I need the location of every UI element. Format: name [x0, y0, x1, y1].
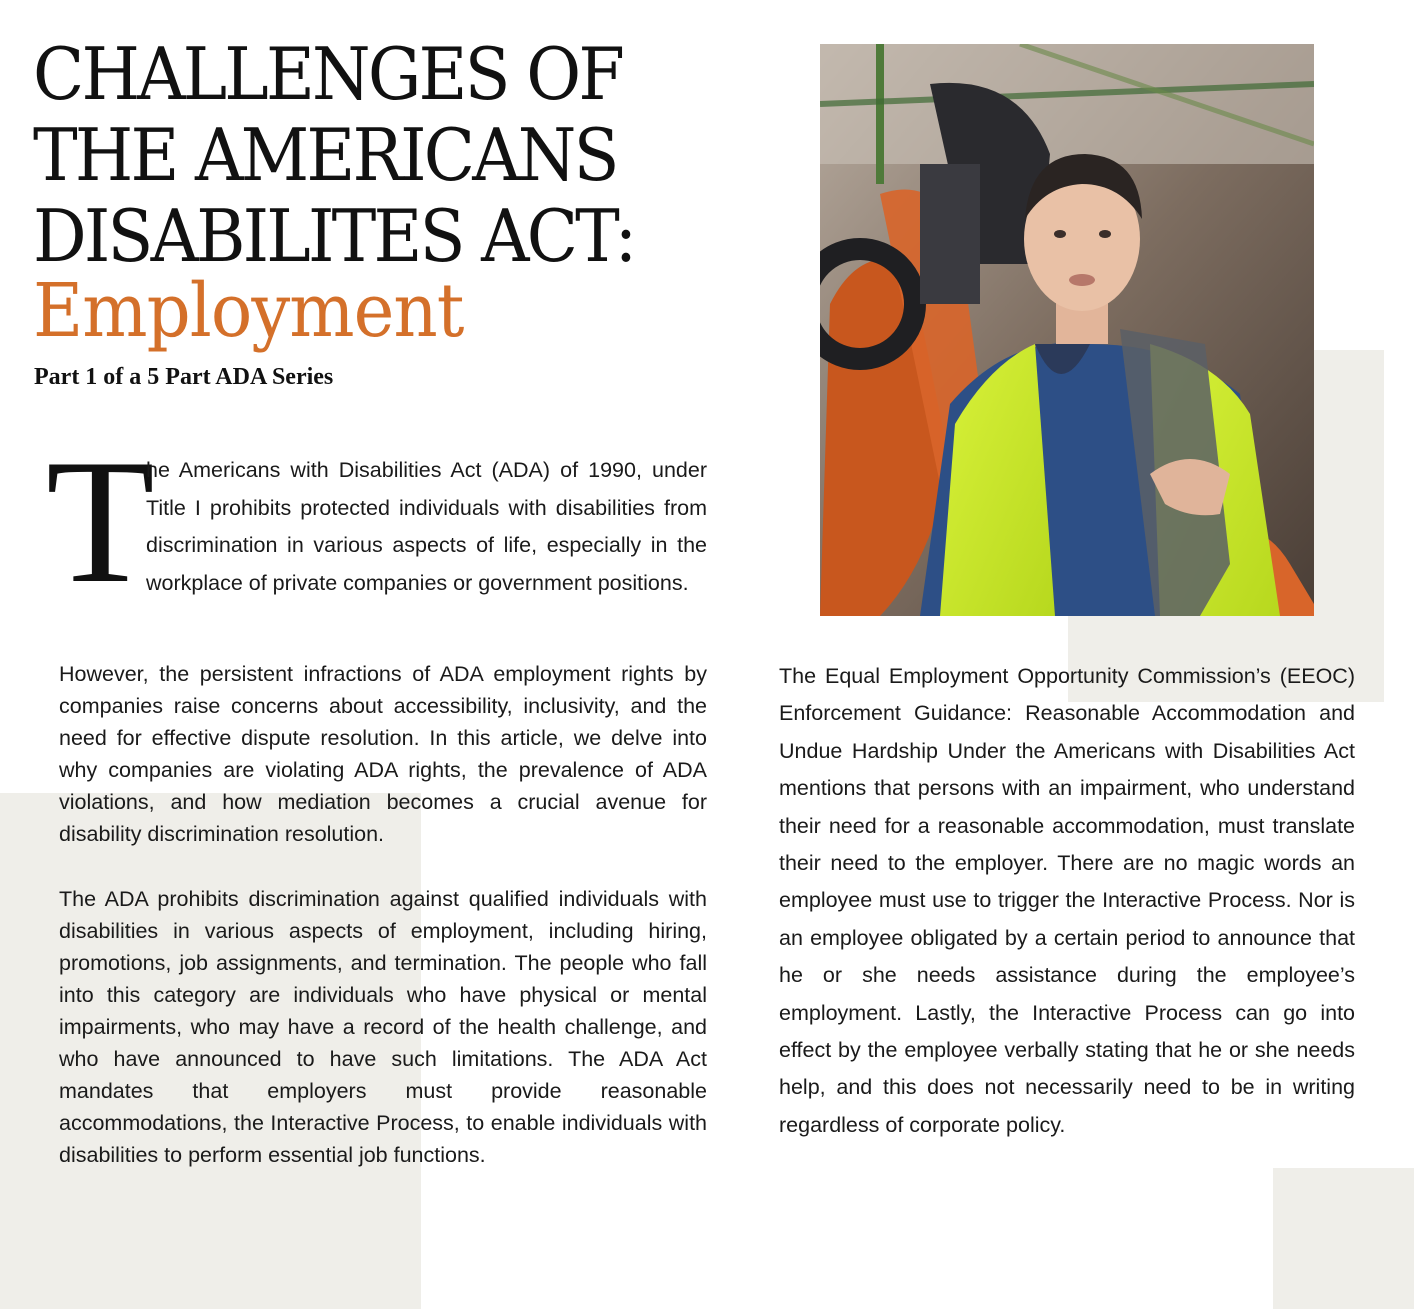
lead-paragraph: he Americans with Disabilities Act (ADA) of 1990, under Title I prohibits protected individuals with disabilities from discrimination in various aspects of life, especially in the workplace of private companies or government positions. — [146, 458, 707, 595]
series-subtitle: Part 1 of a 5 Part ADA Series — [34, 364, 334, 390]
article-title — [33, 34, 634, 352]
worker-photo — [820, 44, 1314, 616]
background-block-right-bottom — [1273, 1168, 1414, 1309]
title-accent: Employment — [33, 268, 464, 354]
drop-cap: T — [46, 422, 155, 620]
body-paragraph: The ADA prohibits discrimination against qualified individuals with disabilities in various aspects of employment, including hiring, promotions, job assignments, and termination. The people who fall into this category are individuals who have physical or mental impairments, who may have a record of the health challenge, and who have announced to have such limitations. The ADA Act mandates that employers must provide reasonable accommodations, the Interactive Process, to enable individuals with disabilities to perform essential job functions. — [59, 886, 707, 1168]
body-paragraph: However, the persistent infractions of ADA employment rights by companies raise concerns about accessibility, inclusivity, and the need for effective dispute resolution. In this article, we delve into why companies are violating ADA rights, the prevalence of ADA violations, and how mediation becomes a crucial avenue for disability discrimination resolution. — [59, 662, 707, 847]
title-line-2: THE AMERICANS — [33, 113, 617, 197]
right-column-paragraph: The Equal Employment Opportunity Commission’s (EEOC) Enforcement Guidance: Reasonable Accommodation and Undue Hardship Under the Americans with Disabilities Act mentions that persons with an impairment, who understand their need for a reasonable accommodation, must translate their need to the employer. There are no magic words an employee must use to trigger the Interactive Process. Nor is an employee obligated by a certain period to announce that he or she needs assistance during the employee’s employment. Lastly, the Interactive Process can go into effect by the employee verbally stating that he or she needs help, and this does not necessarily need to be in writing regardless of corporate policy. — [779, 664, 1355, 1137]
title-line-1: CHALLENGES OF — [33, 32, 622, 116]
left-column — [59, 658, 707, 1203]
title-line-3: DISABILITES ACT: — [33, 194, 635, 278]
